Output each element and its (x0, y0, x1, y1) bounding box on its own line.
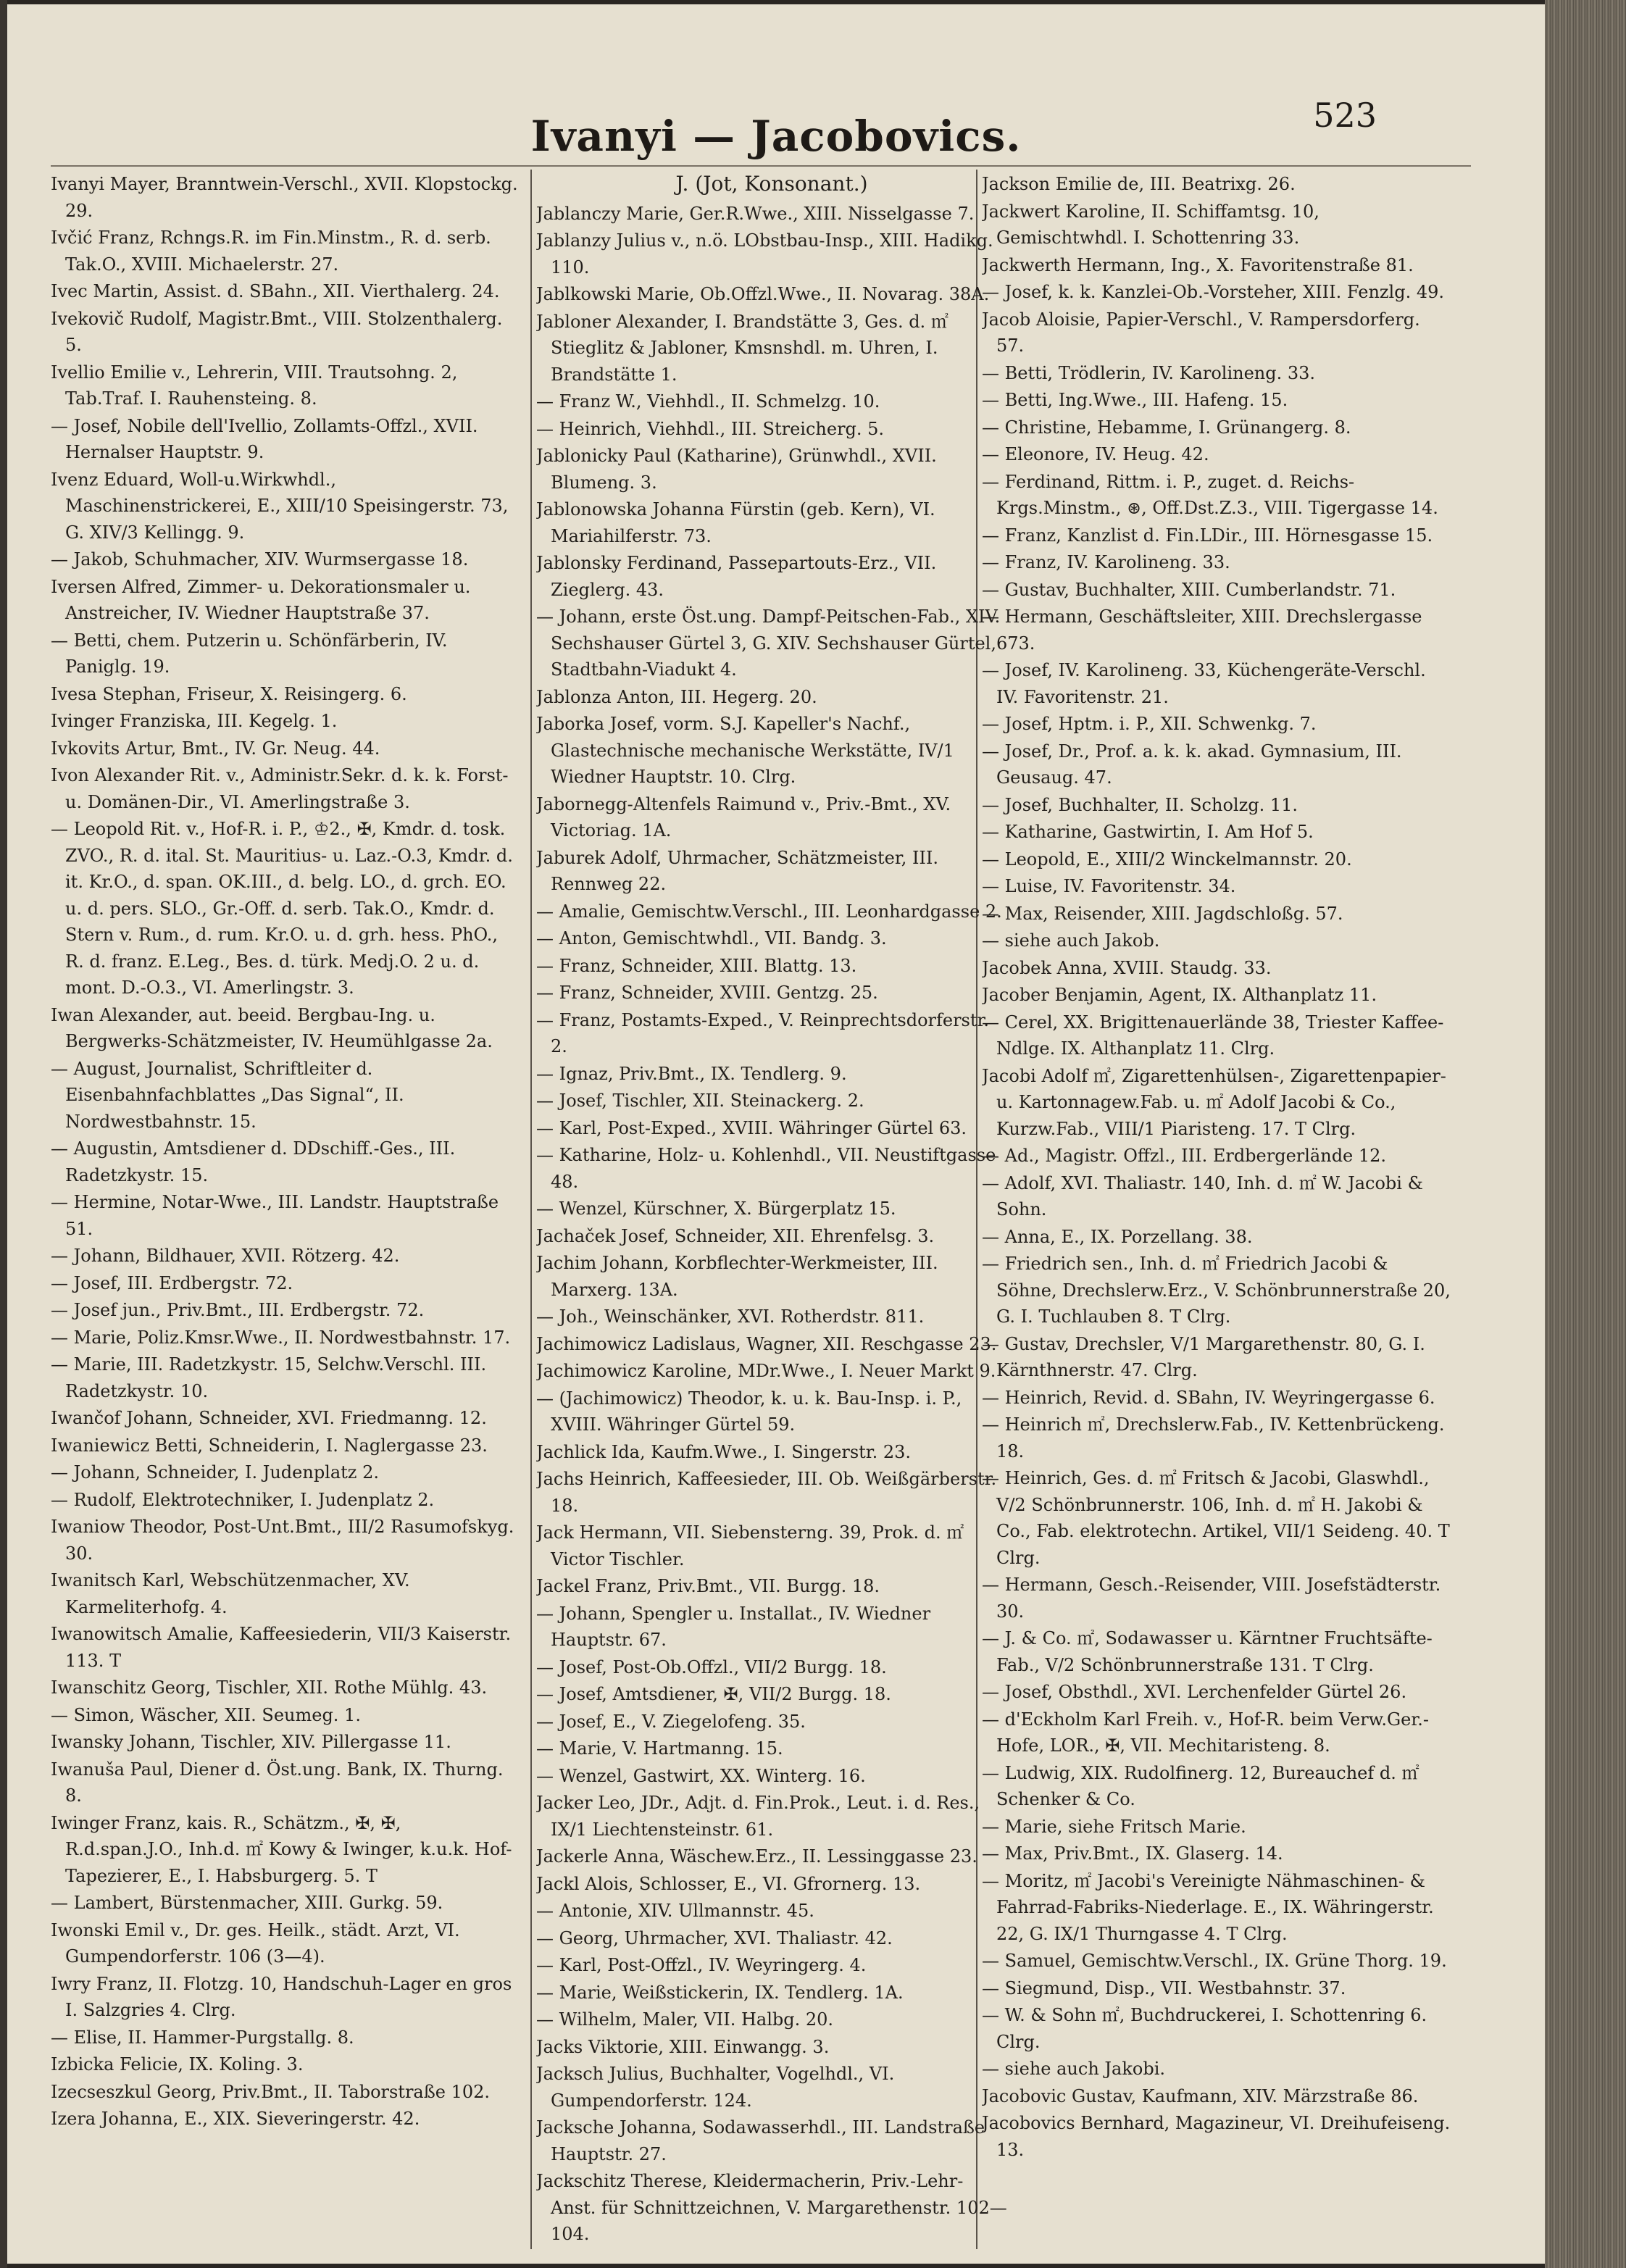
directory-entry: Jackel Franz, Priv.Bmt., VII. Burgg. 18. (536, 1576, 880, 1596)
directory-entry: Jabloner Alexander, I. Brandstätte 3, Ges. d. ㎡ Stieglitz & Jabloner, Kmsnshdl. m. Uhren, I. Brandstätte 1. (536, 311, 948, 385)
directory-entry: Ivanyi Mayer, Branntwein-Verschl., XVII. Klopstockg. 29. (51, 174, 518, 221)
directory-entry: Jackwerth Hermann, Ing., X. Favoritenstraße 81. (982, 254, 1414, 275)
directory-entry: — Marie, siehe Fritsch Marie. (982, 1816, 1246, 1837)
directory-entry: — Josef, IV. Karolineng. 33, Küchengeräte-Verschl. IV. Favoritenstr. 21. (982, 660, 1426, 707)
directory-entry: Iwanuša Paul, Diener d. Öst.ung. Bank, IX. Thurng. 8. (51, 1759, 504, 1806)
directory-entry: — Gustav, Buchhalter, XIII. Cumberlandstr. 71. (982, 579, 1396, 600)
directory-entry: — Ludwig, XIX. Rudolfinerg. 12, Bureauchef d. ㎡ Schenker & Co. (982, 1762, 1419, 1809)
directory-entry: Jacksche Johanna, Sodawasserhdl., III. Landstraße Hauptstr. 27. (536, 2117, 985, 2164)
directory-entry: Jackerle Anna, Wäschew.Erz., II. Lessinggasse 23. (536, 1846, 977, 1867)
directory-entry: — Katharine, Gastwirtin, I. Am Hof 5. (982, 822, 1314, 842)
directory-entry: — Josef, Dr., Prof. a. k. k. akad. Gymnasium, III. Geusaug. 47. (982, 741, 1402, 788)
directory-entry: Jablonowska Johanna Fürstin (geb. Kern), VI. Mariahilferstr. 73. (536, 499, 935, 546)
directory-entry: Iwaniewicz Betti, Schneiderin, I. Naglergasse 23. (51, 1435, 488, 1456)
directory-entry: Jacobek Anna, XVIII. Staudg. 33. (982, 957, 1272, 978)
directory-entry: Iwonski Emil v., Dr. ges. Heilk., städt. Arzt, VI. Gumpendorferstr. 106 (3—4). (51, 1919, 460, 1967)
directory-entry: Jacob Aloisie, Papier-Verschl., V. Rampersdorferg. 57. (982, 309, 1420, 356)
directory-entry: Iwaniow Theodor, Post-Unt.Bmt., III/2 Rasumofskyg. 30. (51, 1517, 514, 1564)
directory-entry: — Johann, Schneider, I. Judenplatz 2. (51, 1462, 379, 1483)
directory-entry: Izbicka Felicie, IX. Koling. 3. (51, 2054, 304, 2075)
directory-entry: Ivenz Eduard, Woll-u.Wirkwhdl., Maschinenstrickerei, E., XIII/10 Speisingerstr. 73, G. XIV/3 Kellingg. 9. (51, 469, 509, 543)
directory-entry: — Simon, Wäscher, XII. Seumeg. 1. (51, 1704, 361, 1725)
directory-entry: — Rudolf, Elektrotechniker, I. Judenplatz 2. (51, 1489, 435, 1510)
directory-entry: — Christine, Hebamme, I. Grünangerg. 8. (982, 417, 1351, 438)
directory-entry: — Johann, erste Öst.ung. Dampf-Peitschen-Fab., XIV. Sechshauser Gürtel 3, G. XIV. Sechshauser Gürtel, Stadtbahn-Viadukt 4. (536, 606, 1001, 680)
directory-entry: Jablonza Anton, III. Hegerg. 20. (536, 686, 817, 707)
page-edges (1545, 0, 1626, 2268)
directory-entry: — (Jachimowicz) Theodor, k. u. k. Bau-Insp. i. P., XVIII. Währinger Gürtel 59. (536, 1388, 962, 1435)
page-header (7, 96, 1545, 177)
directory-entry: Jachimowicz Karoline, MDr.Wwe., I. Neuer Markt 9. (536, 1361, 996, 1381)
directory-entry: — Heinrich, Viehhdl., III. Streicherg. 5. (536, 418, 885, 439)
directory-entry: Iwan Alexander, aut. beeid. Bergbau-Ing. u. Bergwerks-Schätzmeister, IV. Heumühlgasse 2a. (51, 1004, 493, 1051)
directory-entry: — Josef, III. Erdbergstr. 72. (51, 1272, 293, 1293)
directory-entry: — Elise, II. Hammer-Purgstallg. 8. (51, 2027, 354, 2048)
directory-entry: Ivesa Stephan, Friseur, X. Reisingerg. 6. (51, 683, 407, 704)
column-1 (51, 171, 522, 2243)
directory-entry: — Anton, Gemischtwhdl., VII. Bandg. 3. (536, 928, 887, 949)
directory-entry: Ivec Martin, Assist. d. SBahn., XII. Vierthalerg. 24. (51, 281, 500, 301)
directory-entry: — Johann, Bildhauer, XVII. Rötzerg. 42. (51, 1246, 400, 1266)
directory-entry: — J. & Co. ㎡, Sodawasser u. Kärntner Fruchtsäfte-Fab., V/2 Schönbrunnerstraße 131. T Clrg. (982, 1628, 1433, 1675)
directory-entry: — Heinrich, Ges. d. ㎡ Fritsch & Jacobi, Glaswhdl., V/2 Schönbrunnerstr. 106, Inh. d. ㎡ H. Jakobi & Co., Fab. elektrotechn. Artikel, VII/1 Seideng. 40. T Clrg. (982, 1468, 1450, 1568)
directory-entry: — Hermann, Gesch.-Reisender, VIII. Josefstädterstr. 30. (982, 1575, 1441, 1622)
directory-entry: Jachaček Josef, Schneider, XII. Ehrenfelsg. 3. (536, 1225, 935, 1246)
directory-entry: — Friedrich sen., Inh. d. ㎡ Friedrich Jacobi & Söhne, Drechslerw.Erz., V. Schönbrunnerstraße 20, G. I. Tuchlauben 8. T Clrg. (982, 1254, 1451, 1327)
directory-entry: — Betti, Ing.Wwe., III. Hafeng. 15. (982, 390, 1288, 410)
directory-entry: — Josef, Obsthdl., XVI. Lerchenfelder Gürtel 26. (982, 1682, 1407, 1702)
directory-entry: Jablanzy Julius v., n.ö. LObstbau-Insp., XIII. Hadikg. 110. (536, 230, 993, 278)
directory-entry: — Hermann, Geschäftsleiter, XIII. Drechslergasse 673. (982, 606, 1422, 654)
directory-entry: Jachimowicz Ladislaus, Wagner, XII. Reschgasse 23. (536, 1333, 997, 1354)
directory-entry: Ivon Alexander Rit. v., Administr.Sekr. d. k. k. Forst- u. Domänen-Dir., VI. Amerlingstraße 3. (51, 765, 509, 812)
directory-entry: — Marie, Weißstickerin, IX. Tendlerg. 1A. (536, 1982, 904, 2003)
directory-entry: — Gustav, Drechsler, V/1 Margarethenstr. 80, G. I. Kärnthnerstr. 47. Clrg. (982, 1333, 1425, 1380)
directory-entry: — Josef, Post-Ob.Offzl., VII/2 Burgg. 18. (536, 1656, 887, 1677)
directory-entry: Jaborka Josef, vorm. S.J. Kapeller's Nachf., Glastechnische mechanische Werkstätte, IV/1 Wiedner Hauptstr. 10. Clrg. (536, 714, 954, 787)
directory-entry: — Josef, Nobile dell'Ivellio, Zollamts-Offzl., XVII. Hernalser Hauptstr. 9. (51, 415, 478, 462)
directory-entry: — Cerel, XX. Brigittenauerlände 38, Triester Kaffee-Ndlge. IX. Althanplatz 11. Clrg. (982, 1012, 1444, 1059)
directory-entry: — Marie, V. Hartmanng. 15. (536, 1738, 783, 1759)
directory-entry: — d'Eckholm Karl Freih. v., Hof-R. beim Verw.Ger.-Hofe, LOR., ✠, VII. Mechitaristeng. 8. (982, 1709, 1429, 1756)
directory-entry: Jacober Benjamin, Agent, IX. Althanplatz 11. (982, 985, 1377, 1005)
running-title: Ivanyi — Jacobovics. (530, 112, 1022, 161)
directory-entry: Jack Hermann, VII. Siebensterng. 39, Prok. d. ㎡ Victor Tischler. (536, 1522, 964, 1569)
directory-entry: Jablkowski Marie, Ob.Offzl.Wwe., II. Novarag. 38A. (536, 284, 990, 304)
directory-entry: — Eleonore, IV. Heug. 42. (982, 444, 1209, 464)
directory-entry: Jacker Leo, JDr., Adjt. d. Fin.Prok., Leut. i. d. Res., IX/1 Liechtensteinstr. 61. (536, 1793, 980, 1840)
page-number: 523 (1313, 96, 1377, 135)
directory-entry: Jacobovic Gustav, Kaufmann, XIV. Märzstraße 86. (982, 2085, 1419, 2106)
directory-entry: — Georg, Uhrmacher, XVI. Thaliastr. 42. (536, 1927, 893, 1948)
directory-entry: Iwančof Johann, Schneider, XVI. Friedmanng. 12. (51, 1408, 487, 1428)
directory-entry: — Josef, Hptm. i. P., XII. Schwenkg. 7. (982, 714, 1317, 734)
directory-entry: Iwanschitz Georg, Tischler, XII. Rothe Mühlg. 43. (51, 1677, 488, 1698)
column-rule (530, 170, 532, 2249)
directory-entry: — Samuel, Gemischtw.Verschl., IX. Grüne Thorg. 19. (982, 1951, 1447, 1971)
directory-entry: Iwanitsch Karl, Webschützenmacher, XV. Karmeliterhofg. 4. (51, 1570, 410, 1617)
directory-entry: Izecseszkul Georg, Priv.Bmt., II. Taborstraße 102. (51, 2081, 491, 2102)
directory-entry: Jachs Heinrich, Kaffeesieder, III. Ob. Weißgärberstr. 18. (536, 1469, 997, 1516)
directory-entry: — Marie, III. Radetzkystr. 15, Selchw.Verschl. III. Radetzkystr. 10. (51, 1354, 487, 1401)
directory-entry: — Luise, IV. Favoritenstr. 34. (982, 876, 1236, 896)
directory-entry: — Franz, IV. Karolineng. 33. (982, 552, 1230, 572)
directory-entry: Jablonicky Paul (Katharine), Grünwhdl., XVII. Blumeng. 3. (536, 446, 937, 493)
column-2 (536, 171, 1007, 2243)
directory-entry: Jachlick Ida, Kaufm.Wwe., I. Singerstr. 23. (536, 1441, 912, 1462)
directory-entry: Iwansky Johann, Tischler, XIV. Pillergasse 11. (51, 1732, 451, 1752)
directory-entry: — Josef, Amtsdiener, ✠, VII/2 Burgg. 18. (536, 1684, 891, 1704)
directory-entry: — Ferdinand, Rittm. i. P., zuget. d. Reichs-Krgs.Minstm., ⊛, Off.Dst.Z.3., VIII. Tigergasse 14. (982, 471, 1438, 518)
directory-entry: Jacksch Julius, Buchhalter, Vogelhdl., VI. Gumpendorferstr. 124. (536, 2064, 895, 2111)
directory-entry: Jackwert Karoline, II. Schiffamtsg. 10, Gemischtwhdl. I. Schottenring 33. (982, 201, 1319, 248)
directory-entry: Iwry Franz, II. Flotzg. 10, Handschuh-Lager en gros I. Salzgries 4. Clrg. (51, 1973, 512, 2020)
directory-entry: — Leopold Rit. v., Hof-R. i. P., ♔2., ✠, Kmdr. d. tosk. ZVO., R. d. ital. St. Mauritius- u. Laz.-O.3, Kmdr. d. it. Kr.O., d. span. OK.III., d. belg. LO., d. grch. EO. u. d. pers. SLO., Gr.-Off. d. serb. Tak.O., Kmdr. d. Stern v. Rum., d. rum. Kr.O. u. d. grh. hess. PhO., R. d. franz. E.Leg., Bes. d. türk. Medj.O. 2 u. d. mont. D.-O.3., VI. Amerlingstr. 3. (51, 819, 513, 998)
directory-entry: — Amalie, Gemischtw.Verschl., III. Leonhardgasse 2. (536, 901, 1002, 922)
directory-entry: Izera Johanna, E., XIX. Sieveringerstr. 42. (51, 2109, 420, 2129)
directory-entry: — Ignaz, Priv.Bmt., IX. Tendlerg. 9. (536, 1063, 847, 1084)
directory-entry: Ivinger Franziska, III. Kegelg. 1. (51, 711, 338, 731)
directory-entry: Ivčić Franz, Rchngs.R. im Fin.Minstm., R. d. serb. Tak.O., XVIII. Michaelerstr. 27. (51, 228, 491, 275)
column-3 (982, 171, 1453, 2243)
directory-entry: — Josef jun., Priv.Bmt., III. Erdbergstr. 72. (51, 1300, 425, 1320)
directory-entry: Jacobi Adolf ㎡, Zigarettenhülsen-, Zigarettenpapier- u. Kartonnagew.Fab. u. ㎡ Adolf Jacobi & Co., Kurzw.Fab., VIII/1 Piaristeng. 17. T Clrg. (982, 1065, 1446, 1139)
directory-entry: — Josef, Buchhalter, II. Scholzg. 11. (982, 794, 1298, 815)
directory-entry: — siehe auch Jakob. (982, 930, 1160, 951)
directory-entry: Iwinger Franz, kais. R., Schätzm., ✠, ✠, R.d.span.J.O., Inh.d. ㎡ Kowy & Iwinger, k.u.k. Hof-Tapezierer, E., I. Habsburgerg. 5. T (51, 1812, 512, 1886)
directory-entry: — Heinrich ㎡, Drechslerw.Fab., IV. Kettenbrückeng. 18. (982, 1414, 1445, 1462)
directory-entry: — Heinrich, Revid. d. SBahn, IV. Weyringergasse 6. (982, 1387, 1435, 1408)
directory-entry: — Franz, Kanzlist d. Fin.LDir., III. Hörnesgasse 15. (982, 525, 1433, 546)
directory-entry: — Augustin, Amtsdiener d. DDschiff.-Ges., III. Radetzkystr. 15. (51, 1138, 456, 1185)
directory-entry: — Max, Priv.Bmt., IX. Glaserg. 14. (982, 1843, 1283, 1864)
directory-entry: Jaburek Adolf, Uhrmacher, Schätzmeister, III. Rennweg 22. (536, 847, 939, 894)
directory-entry: Jabornegg-Altenfels Raimund v., Priv.-Bmt., XV. Victoriag. 1A. (536, 793, 951, 841)
directory-entry: — siehe auch Jakobi. (982, 2059, 1165, 2079)
header-rule (51, 165, 1471, 167)
directory-entry: — Johann, Spengler u. Installat., IV. Wiedner Hauptstr. 67. (536, 1603, 931, 1650)
directory-entry: — Josef, k. k. Kanzlei-Ob.-Vorsteher, XIII. Fenzlg. 49. (982, 282, 1445, 302)
directory-entry: Jacks Viktorie, XIII. Einwangg. 3. (536, 2036, 830, 2057)
directory-entry: — Antonie, XIV. Ullmannstr. 45. (536, 1901, 814, 1921)
directory-entry: Jackson Emilie de, III. Beatrixg. 26. (982, 174, 1296, 194)
directory-entry: — Katharine, Holz- u. Kohlenhdl., VII. Neustiftgasse 48. (536, 1145, 996, 1192)
directory-entry: — Franz, Schneider, XIII. Blattg. 13. (536, 955, 857, 976)
directory-entry: — Adolf, XVI. Thaliastr. 140, Inh. d. ㎡ W. Jacobi & Sohn. (982, 1172, 1423, 1220)
directory-entry: — Franz W., Viehhdl., II. Schmelzg. 10. (536, 391, 880, 412)
directory-entry: Jablanczy Marie, Ger.R.Wwe., XIII. Nisselgasse 7. (536, 203, 975, 224)
directory-entry: — Betti, Trödlerin, IV. Karolineng. 33. (982, 362, 1316, 383)
directory-entry: Jachim Johann, Korbflechter-Werkmeister, III. Marxerg. 13A. (536, 1253, 938, 1300)
directory-entry: Iversen Alfred, Zimmer- u. Dekorationsmaler u. Anstreicher, IV. Wiedner Hauptstraße 37. (51, 576, 471, 623)
directory-entry: — Betti, chem. Putzerin u. Schönfärberin, IV. Paniglg. 19. (51, 630, 448, 677)
directory-entry: — W. & Sohn ㎡, Buchdruckerei, I. Schottenring 6. Clrg. (982, 2005, 1427, 2052)
directory-entry: Ivkovits Artur, Bmt., IV. Gr. Neug. 44. (51, 738, 380, 759)
directory-entry: — Wenzel, Gastwirt, XX. Winterg. 16. (536, 1765, 866, 1786)
directory-entry: Ivellio Emilie v., Lehrerin, VIII. Trautsohng. 2, Tab.Traf. I. Rauhensteing. 8. (51, 362, 458, 409)
directory-entry: — Wilhelm, Maler, VII. Halbg. 20. (536, 2009, 834, 2030)
directory-entry: — Karl, Post-Offzl., IV. Weyringerg. 4. (536, 1955, 867, 1975)
directory-entry: — Franz, Schneider, XVIII. Gentzg. 25. (536, 983, 878, 1003)
directory-entry: — Josef, E., V. Ziegelofeng. 35. (536, 1711, 806, 1732)
directory-entry: Ivekovič Rudolf, Magistr.Bmt., VIII. Stolzenthalerg. 5. (51, 308, 503, 355)
directory-page (7, 4, 1545, 2264)
directory-entry: — Anna, E., IX. Porzellang. 38. (982, 1226, 1253, 1247)
directory-entry: Jackschitz Therese, Kleidermacherin, Priv.-Lehr-Anst. für Schnittzeichnen, V. Margarethenstr. 102—104. (536, 2171, 1007, 2243)
directory-entry: — Moritz, ㎡ Jacobi's Vereinigte Nähmaschinen- & Fahrrad-Fabriks-Niederlage. E., IX. Währingerstr. 22, G. IX/1 Thurngasse 4. T Clrg. (982, 1870, 1434, 1944)
directory-entry: — Joh., Weinschänker, XVI. Rotherdstr. 811. (536, 1306, 925, 1327)
directory-entry: — Wenzel, Kürschner, X. Bürgerplatz 15. (536, 1198, 896, 1219)
directory-entry: — Karl, Post-Exped., XVIII. Währinger Gürtel 63. (536, 1117, 967, 1138)
directory-entry: Jacobovics Bernhard, Magazineur, VI. Dreihufeiseng. 13. (982, 2113, 1451, 2160)
directory-entry: — Siegmund, Disp., VII. Westbahnstr. 37. (982, 1977, 1346, 1998)
directory-entry: — Josef, Tischler, XII. Steinackerg. 2. (536, 1091, 864, 1111)
directory-entry: — Leopold, E., XIII/2 Winckelmannstr. 20. (982, 849, 1352, 870)
book-gutter (0, 0, 7, 2268)
directory-entry: — August, Journalist, Schriftleiter d. Eisenbahnfachblattes „Das Signal“, II. Nordwestbahnstr. 15. (51, 1058, 404, 1132)
directory-entry: — Hermine, Notar-Wwe., III. Landstr. Hauptstraße 51. (51, 1192, 499, 1239)
directory-entry: — Marie, Poliz.Kmsr.Wwe., II. Nordwestbahnstr. 17. (51, 1327, 511, 1348)
directory-entry: — Max, Reisender, XIII. Jagdschloßg. 57. (982, 903, 1343, 924)
directory-entry: — Ad., Magistr. Offzl., III. Erdbergerlände 12. (982, 1146, 1387, 1166)
directory-entry: — Franz, Postamts-Exped., V. Reinprechtsdorferstr. 2. (536, 1009, 989, 1056)
directory-entry: — Jakob, Schuhmacher, XIV. Wurmsergasse 18. (51, 549, 469, 570)
directory-entry: Jablonsky Ferdinand, Passepartouts-Erz., VII. Zieglerg. 43. (536, 553, 937, 600)
section-heading: J. (Jot, Konsonant.) (675, 172, 868, 196)
directory-entry: Iwanowitsch Amalie, Kaffeesiederin, VII/3 Kaiserstr. 113. T (51, 1624, 512, 1671)
directory-entry: Jackl Alois, Schlosser, E., VI. Gfrornerg. 13. (536, 1873, 921, 1894)
directory-entry: — Lambert, Bürstenmacher, XIII. Gurkg. 59. (51, 1893, 443, 1913)
